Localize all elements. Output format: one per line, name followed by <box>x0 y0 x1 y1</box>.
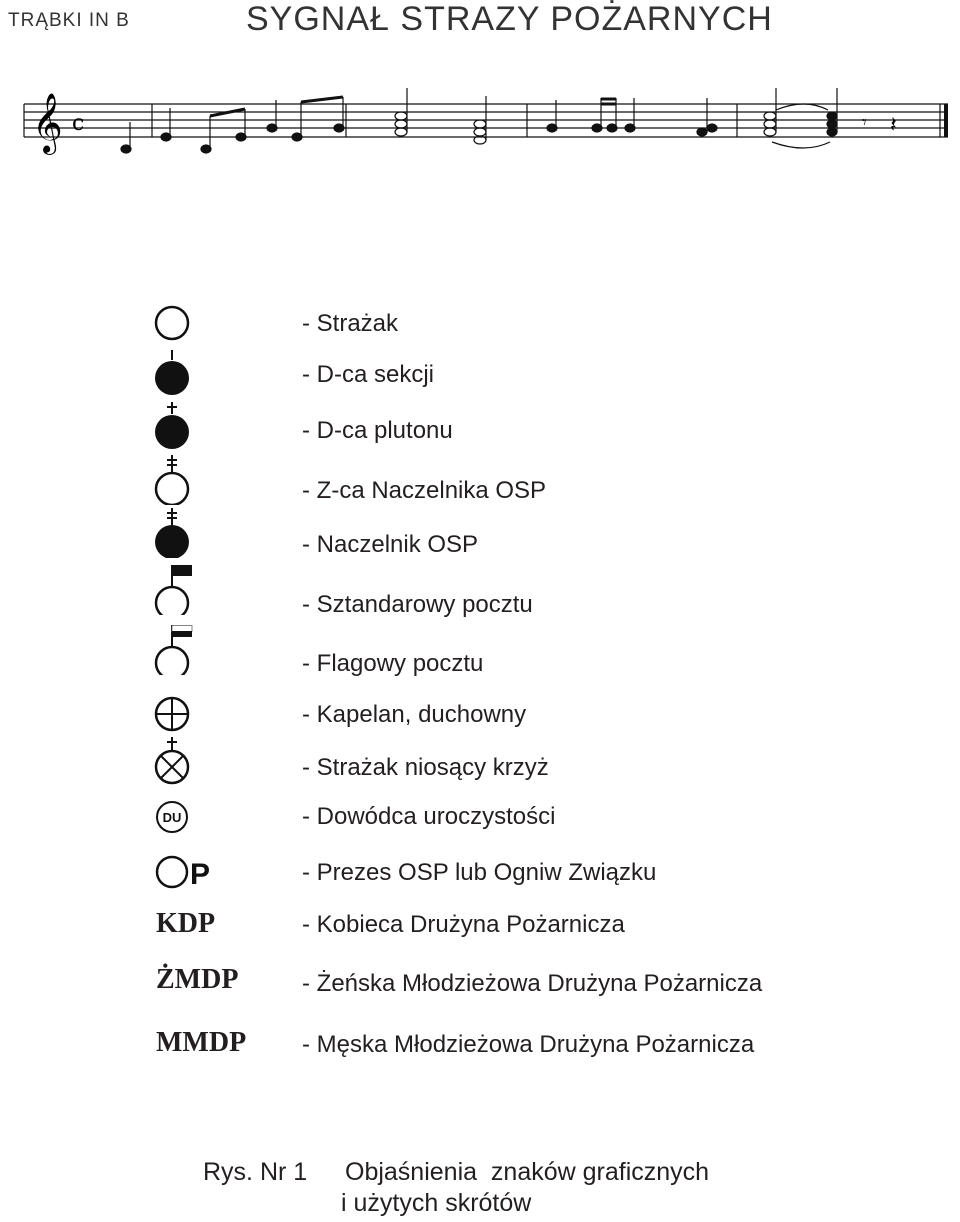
circle-p-icon <box>150 848 260 898</box>
legend-label: - Męska Młodzieżowa Drużyna Pożarnicza <box>302 1031 755 1058</box>
legend-label: - Dowódca uroczystości <box>302 803 556 830</box>
common-time-icon: c <box>72 111 85 136</box>
eighth-rest-icon: 𝄾 <box>862 112 867 132</box>
circle-x-cross-icon <box>150 737 260 787</box>
filled-circle-double-cross-icon <box>150 508 260 558</box>
legend-label: - Strażak <box>302 310 399 337</box>
music-staff <box>0 80 960 170</box>
svg-text:P: P <box>190 858 211 891</box>
abbr-kdp: KDP <box>156 908 216 939</box>
legend-label: - Flagowy pocztu <box>302 650 484 677</box>
legend-label: - D-ca sekcji <box>302 361 435 388</box>
page-title: SYGNAŁ STRAZY POŻARNYCH <box>246 0 773 38</box>
legend-label: - Z-ca Naczelnika OSP <box>302 477 547 504</box>
legend-label: - D-ca plutonu <box>302 417 453 444</box>
legend-label: - Naczelnik OSP <box>302 531 479 558</box>
circle-plus-icon <box>150 689 260 739</box>
filled-circle-cross-icon <box>150 402 260 452</box>
legend-label: - Kapelan, duchowny <box>302 701 527 728</box>
legend-label: - Sztandarowy pocztu <box>302 591 533 618</box>
legend-label: - Żeńska Młodzieżowa Drużyna Pożarnicza <box>302 970 763 997</box>
instrument-label: TRĄBKI IN B <box>8 10 130 31</box>
treble-clef-icon: 𝄞 <box>32 93 63 153</box>
caption-line-2: i użytych skrótów <box>341 1189 532 1217</box>
circle-flag-icon <box>150 565 260 615</box>
svg-text:DU: DU <box>162 810 182 825</box>
open-circle-icon <box>150 298 260 348</box>
legend-label: - Prezes OSP lub Ogniw Związku <box>302 859 657 886</box>
abbr-zmdp: ŻMDP <box>156 964 239 995</box>
quarter-rest-icon: 𝄽 <box>890 112 897 137</box>
figure-number: Rys. Nr 1 <box>203 1158 308 1186</box>
du-circle-icon <box>150 795 260 845</box>
circle-pennant-icon <box>150 625 260 675</box>
legend-label: - Kobieca Drużyna Pożarnicza <box>302 911 625 938</box>
filled-circle-stem-icon <box>150 350 260 400</box>
legend-label: - Strażak niosący krzyż <box>302 754 549 781</box>
abbr-mmdp: MMDP <box>156 1027 247 1058</box>
open-circle-double-cross-icon <box>150 455 260 505</box>
caption-line-1: Objaśnienia znaków graficznych <box>345 1158 710 1186</box>
